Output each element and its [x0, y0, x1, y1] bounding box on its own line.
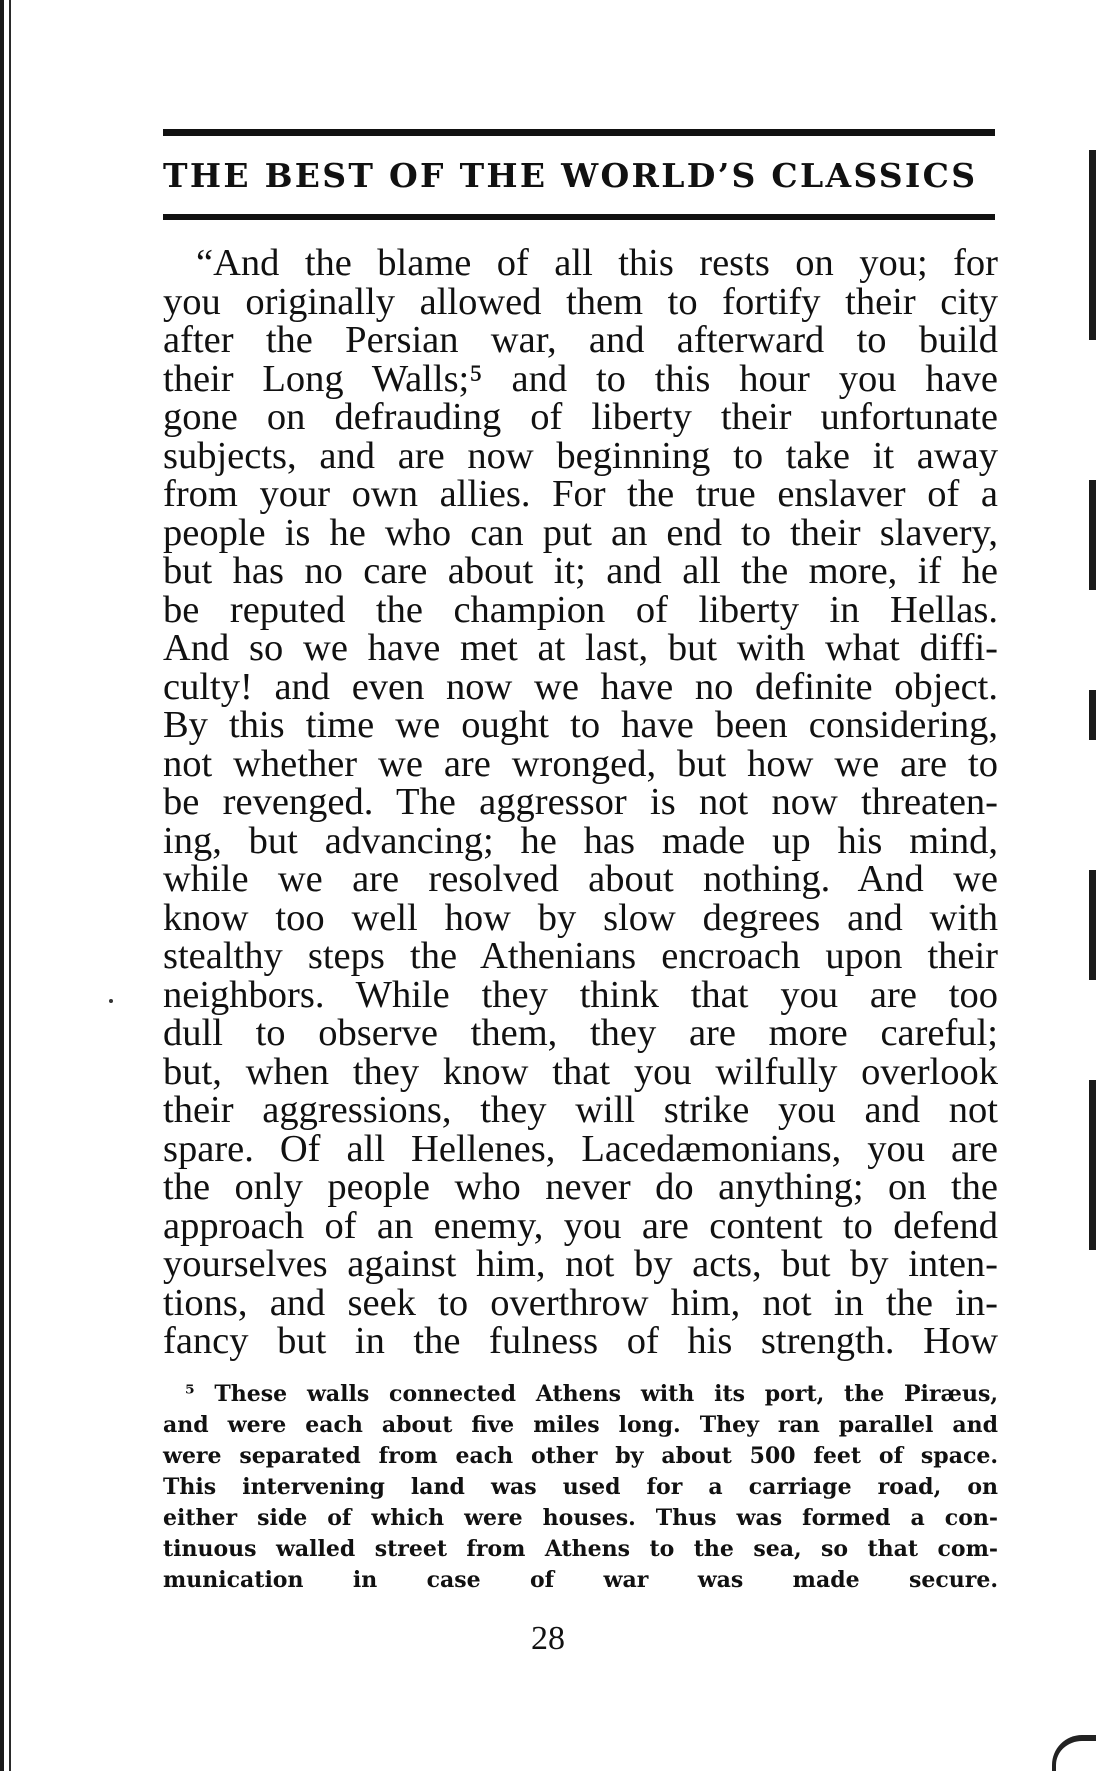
running-header: THE BEST OF THE WORLD’S CLASSICS — [163, 156, 978, 195]
body-line: culty! and even now we have no definite object. — [163, 665, 998, 708]
body-line: the only people who never do anything; on the — [163, 1166, 998, 1208]
page-edge-right — [1089, 1080, 1096, 1250]
body-line: spare. Of all Hellenes, Lacedæmonians, you are — [163, 1127, 998, 1170]
body-line: people is he who can put an end to their slavery, — [163, 511, 998, 554]
body-line: their Long Walls;⁵ and to this hour you have — [163, 357, 998, 400]
body-line: “And the blame of all this rests on you; for — [196, 242, 998, 284]
body-line: their aggressions, they will strike you and not — [163, 1089, 998, 1131]
footnote-line: were separated from each other by about 500 feet of space. — [163, 1443, 998, 1469]
body-line: dull to observe them, they are more careful; — [163, 1012, 998, 1054]
footnote-line: munication in case of war was made secure. — [163, 1567, 998, 1593]
page-corner-bottom-right — [1052, 1735, 1096, 1771]
body-line: after the Persian war, and afterward to build — [163, 319, 998, 361]
page-edge-left-inner — [9, 0, 11, 1771]
footnote — [163, 1379, 998, 1596]
header-rule-top — [163, 129, 995, 136]
page-edge-left — [0, 0, 4, 1771]
body-line: from your own allies. For the true enslaver of a — [163, 473, 998, 515]
page-number: 28 — [531, 1620, 565, 1657]
footnote-line: This intervening land was used for a carriage road, on — [163, 1474, 998, 1500]
page-corner-top-right — [970, 0, 1096, 126]
body-line: subjects, and are now beginning to take it away — [163, 434, 998, 477]
body-line: while we are resolved about nothing. And we — [163, 858, 998, 900]
body-line: ing, but advancing; he has made up his mind, — [163, 819, 998, 862]
body-line: stealthy steps the Athenians encroach upon their — [163, 935, 998, 977]
body-line: neighbors. While they think that you are too — [163, 973, 998, 1016]
body-line: gone on defrauding of liberty their unfortunate — [163, 396, 998, 438]
body-line: be revenged. The aggressor is not now threaten- — [163, 781, 998, 823]
footnote-line: and were each about five miles long. They ran parallel and — [163, 1412, 998, 1438]
body-line: be reputed the champion of liberty in Hellas. — [163, 588, 998, 631]
body-line: By this time we ought to have been considering, — [163, 704, 998, 746]
body-line: fancy but in the fulness of his strength. How — [163, 1320, 998, 1362]
body-text — [163, 244, 998, 1361]
body-line: And so we have met at last, but with what diffi- — [163, 627, 998, 669]
page-edge-right — [1089, 480, 1096, 590]
body-line: you originally allowed them to fortify their city — [163, 280, 998, 323]
body-line: approach of an enemy, you are content to defend — [163, 1204, 998, 1247]
body-line: know too well how by slow degrees and with — [163, 896, 998, 939]
body-line: not whether we are wronged, but how we are to — [163, 742, 998, 785]
body-line: but has no care about it; and all the more, if he — [163, 550, 998, 592]
page-edge-right — [1089, 870, 1096, 980]
page-edge-right — [1089, 690, 1096, 740]
body-line: yourselves against him, not by acts, but by inten- — [163, 1243, 998, 1285]
footnote-line: ⁵ These walls connected Athens with its port, the Piræus, — [185, 1381, 998, 1407]
body-line: but, when they know that you wilfully overlook — [163, 1050, 998, 1093]
header-rule-bottom — [163, 214, 995, 220]
body-line: tions, and seek to overthrow him, not in the in- — [163, 1281, 998, 1324]
ink-speck — [109, 999, 113, 1003]
page-edge-right — [1089, 150, 1096, 340]
footnote-line: either side of which were houses. Thus was formed a con- — [163, 1505, 998, 1531]
footnote-line: tinuous walled street from Athens to the sea, so that com- — [163, 1536, 998, 1562]
